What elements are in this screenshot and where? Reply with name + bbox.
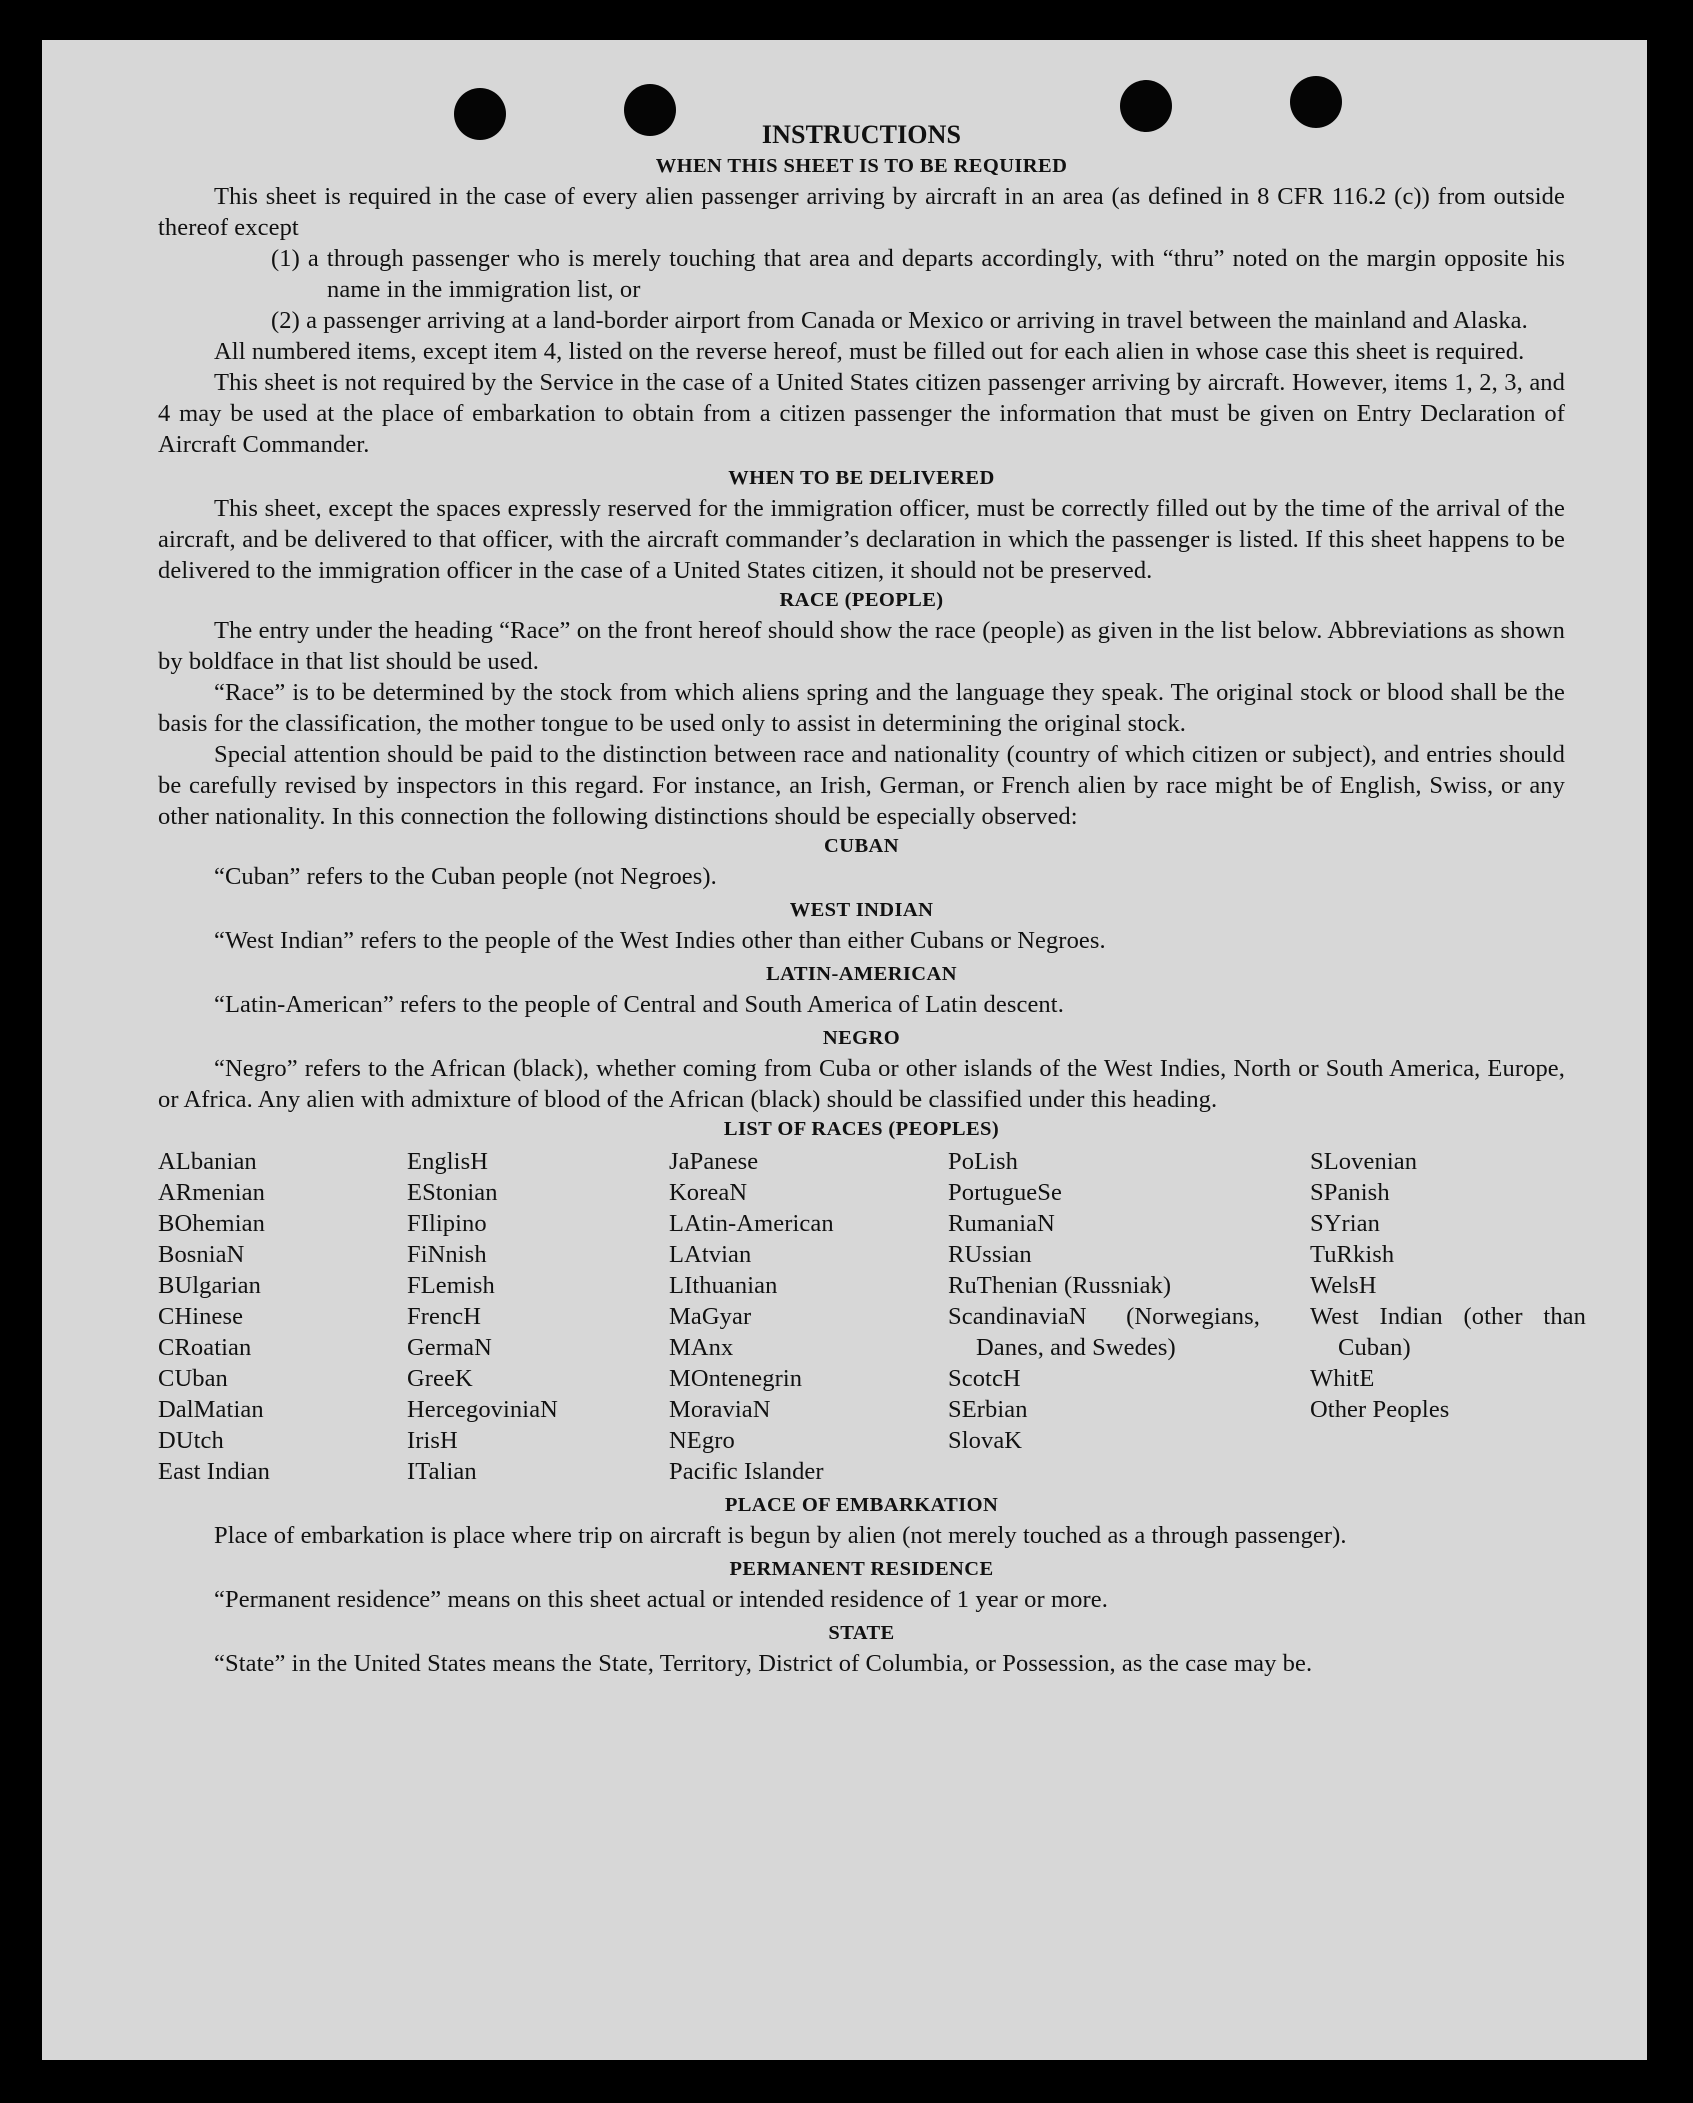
paragraph: “Race” is to be determined by the stock from which aliens spring and the language they speak. The original stock or blood shall be the basis for the classification, the mother tongue to be used only to assist in determining the original stock. (158, 679, 1565, 737)
paragraph: This sheet is not required by the Service in the case of a United States citizen passenger arriving by aircraft. However, items 1, 2, 3, and 4 may be used at the place of embarkation to obtain from a citizen passenger the information that must be given on Entry Declaration of Aircraft Commander. (158, 369, 1565, 458)
paragraph: “State” in the United States means the State, Territory, District of Columbia, or Possession, as the case may be. (214, 1650, 1313, 1677)
paragraph: “West Indian” refers to the people of the West Indies other than either Cubans or Negroes. (214, 927, 1106, 954)
race-entry: MaGyar (669, 1303, 752, 1330)
race-entry: DUtch (158, 1427, 224, 1454)
race-entry: LAtvian (669, 1241, 752, 1268)
race-entry: Pacific Islander (669, 1458, 824, 1485)
paragraph: This sheet is required in the case of every alien passenger arriving by aircraft in an area (as defined in 8 CFR 116.2 (c)) from outside thereof except (158, 183, 1565, 241)
section-heading: PERMANENT RESIDENCE (729, 1558, 994, 1580)
instructions-content (158, 118, 1586, 1679)
race-entry: Other Peoples (1310, 1396, 1450, 1423)
race-entry: PoLish (948, 1148, 1019, 1175)
section-heading: CUBAN (824, 835, 899, 857)
race-entry: DalMatian (158, 1396, 264, 1423)
section-heading: NEGRO (822, 1027, 901, 1049)
page-title: INSTRUCTIONS (761, 120, 962, 149)
paragraph: This sheet, except the spaces expressly reserved for the immigration officer, must be correctly filled out by the time of the arrival of the aircraft, and be delivered to that officer, with the aircraft commander’s declaration in which the passenger is listed. If this sheet happens to be delivered to the immigration officer in the case of a United States citizen, it should not be preserved. (158, 495, 1565, 584)
race-entry: FrencH (407, 1303, 482, 1330)
race-entry: WelsH (1310, 1272, 1377, 1299)
race-entry: HercegoviniaN (407, 1396, 558, 1423)
paragraph: “Cuban” refers to the Cuban people (not Negroes). (214, 863, 717, 890)
list-item: (2) a passenger arriving at a land-border airport from Canada or Mexico or arriving in travel between the mainland and Alaska. (271, 307, 1528, 334)
race-entry: GreeK (407, 1365, 473, 1392)
races-column (669, 1146, 948, 1487)
race-entry: LAtin-American (669, 1210, 834, 1237)
race-entry: IrisH (407, 1427, 458, 1454)
race-entry: TuRkish (1310, 1241, 1395, 1268)
race-entry: FIlipino (407, 1210, 487, 1237)
races-column (1310, 1146, 1586, 1487)
race-entry: EnglisH (407, 1148, 489, 1175)
race-entry: RuThenian (Russniak) (948, 1272, 1172, 1299)
section-heading: RACE (PEOPLE) (779, 589, 944, 611)
race-entry: MOntenegrin (669, 1365, 803, 1392)
race-entry: SLovenian (1310, 1148, 1418, 1175)
race-entry: KoreaN (669, 1179, 748, 1206)
section-heading: LATIN-AMERICAN (766, 963, 957, 985)
race-entry: BosniaN (158, 1241, 245, 1268)
race-entry: GermaN (407, 1334, 492, 1361)
section-heading: WHEN TO BE DELIVERED (728, 467, 995, 489)
document-page (42, 40, 1647, 2060)
race-entry: SErbian (948, 1396, 1028, 1423)
race-entry: ScandinaviaN (Norwegians, Danes, and Swedes) (948, 1303, 1260, 1361)
race-entry: EStonian (407, 1179, 498, 1206)
section-heading: WEST INDIAN (789, 899, 934, 921)
race-entry: East Indian (158, 1458, 270, 1485)
paragraph: “Permanent residence” means on this sheet actual or intended residence of 1 year or more. (214, 1586, 1108, 1613)
races-list (158, 1146, 1586, 1487)
race-entry: SlovaK (948, 1427, 1023, 1454)
race-entry: NEgro (669, 1427, 735, 1454)
race-entry: WhitE (1310, 1365, 1375, 1392)
list-item: (1) a through passenger who is merely touching that area and departs accordingly, with “thru” noted on the margin opposite his name in the immigration list, or (271, 245, 1565, 303)
race-entry: PortugueSe (948, 1179, 1062, 1206)
race-entry: SYrian (1310, 1210, 1381, 1237)
race-entry: RUssian (948, 1241, 1032, 1268)
paragraph: Place of embarkation is place where trip on aircraft is begun by alien (not merely touched as a through passenger). (214, 1522, 1347, 1549)
race-entry: MoraviaN (669, 1396, 771, 1423)
section-heading: LIST OF RACES (PEOPLES) (723, 1118, 1000, 1140)
race-entry: ScotcH (948, 1365, 1021, 1392)
races-column (407, 1146, 669, 1487)
race-entry: ITalian (407, 1458, 477, 1485)
section-heading: STATE (828, 1622, 895, 1644)
paragraph: “Negro” refers to the African (black), whether coming from Cuba or other islands of the West Indies, North or South America, Europe, or Africa. Any alien with admixture of blood of the African (black) should be classified under this heading. (158, 1055, 1565, 1113)
race-entry: CUban (158, 1365, 228, 1392)
section-heading: PLACE OF EMBARKATION (724, 1494, 999, 1516)
race-entry: MAnx (669, 1334, 734, 1361)
races-column (158, 1146, 407, 1487)
race-entry: BOhemian (158, 1210, 265, 1237)
race-entry: JaPanese (669, 1148, 759, 1175)
paragraph: “Latin-American” refers to the people of Central and South America of Latin descent. (214, 991, 1064, 1018)
paragraph: The entry under the heading “Race” on the front hereof should show the race (people) as given in the list below. Abbreviations as shown by boldface in that list should be used. (158, 617, 1565, 675)
section-heading: WHEN THIS SHEET IS TO BE REQUIRED (655, 155, 1068, 177)
race-entry: CRoatian (158, 1334, 252, 1361)
race-entry: FLemish (407, 1272, 495, 1299)
paragraph: All numbered items, except item 4, listed on the reverse hereof, must be filled out for each alien in whose case this sheet is required. (214, 338, 1525, 365)
race-entry: FiNnish (407, 1241, 487, 1268)
race-entry: ALbanian (158, 1148, 257, 1175)
race-entry: BUlgarian (158, 1272, 261, 1299)
race-entry: LIthuanian (669, 1272, 778, 1299)
race-entry: ARmenian (158, 1179, 265, 1206)
race-entry: CHinese (158, 1303, 244, 1330)
race-entry: RumaniaN (948, 1210, 1055, 1237)
paragraph: Special attention should be paid to the distinction between race and nationality (country of which citizen or subject), and entries should be carefully revised by inspectors in this regard. For instance, an Irish, German, or French alien by race might be of English, Swiss, or any other nationality. In this connection the following distinctions should be especially observed: (158, 741, 1565, 830)
race-entry: West Indian (other than Cuban) (1310, 1303, 1586, 1361)
race-entry: SPanish (1310, 1179, 1390, 1206)
races-column (948, 1146, 1310, 1487)
